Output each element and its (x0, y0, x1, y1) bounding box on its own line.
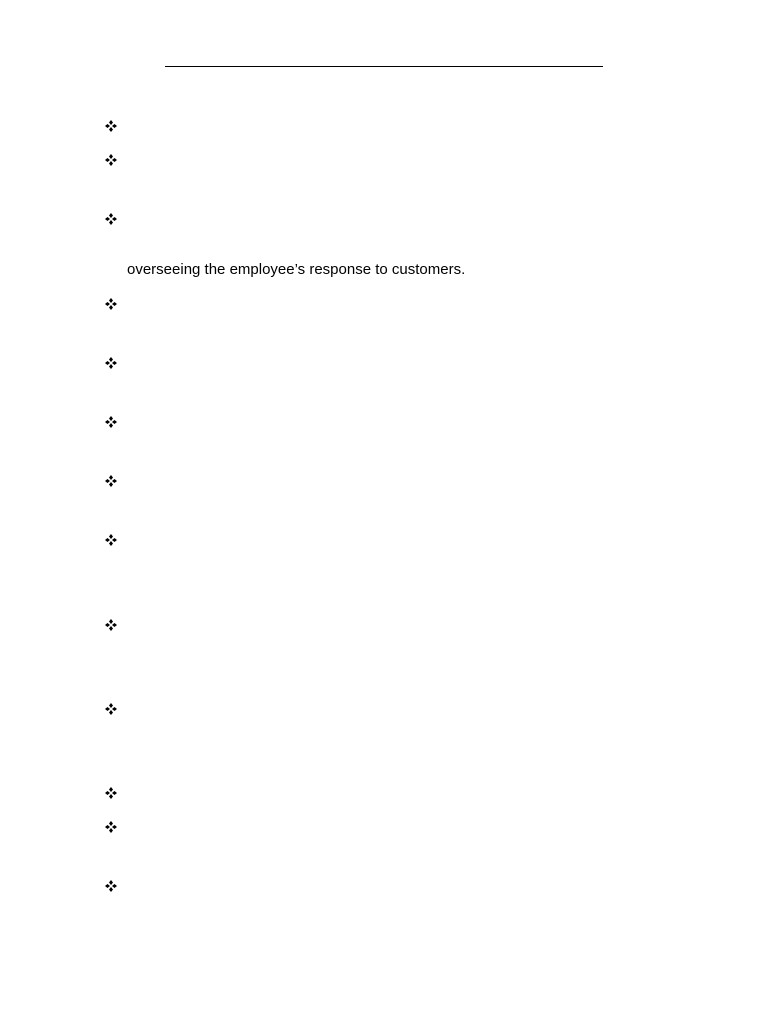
bullet-icon (104, 879, 118, 893)
bullet-icon (104, 153, 118, 167)
bullet-icon (104, 618, 118, 632)
bullet-icon (104, 474, 118, 488)
bullet-icon (104, 297, 118, 311)
bullet-icon (104, 356, 118, 370)
bullet-icon (104, 820, 118, 834)
bullet-icon (104, 212, 118, 226)
bullet-icon (104, 702, 118, 716)
bullet-icon (104, 119, 118, 133)
body-text-line: overseeing the employee’s response to customers. (127, 261, 466, 278)
bullet-icon (104, 533, 118, 547)
header-rule (165, 66, 603, 67)
bullet-icon (104, 415, 118, 429)
bullet-icon (104, 786, 118, 800)
